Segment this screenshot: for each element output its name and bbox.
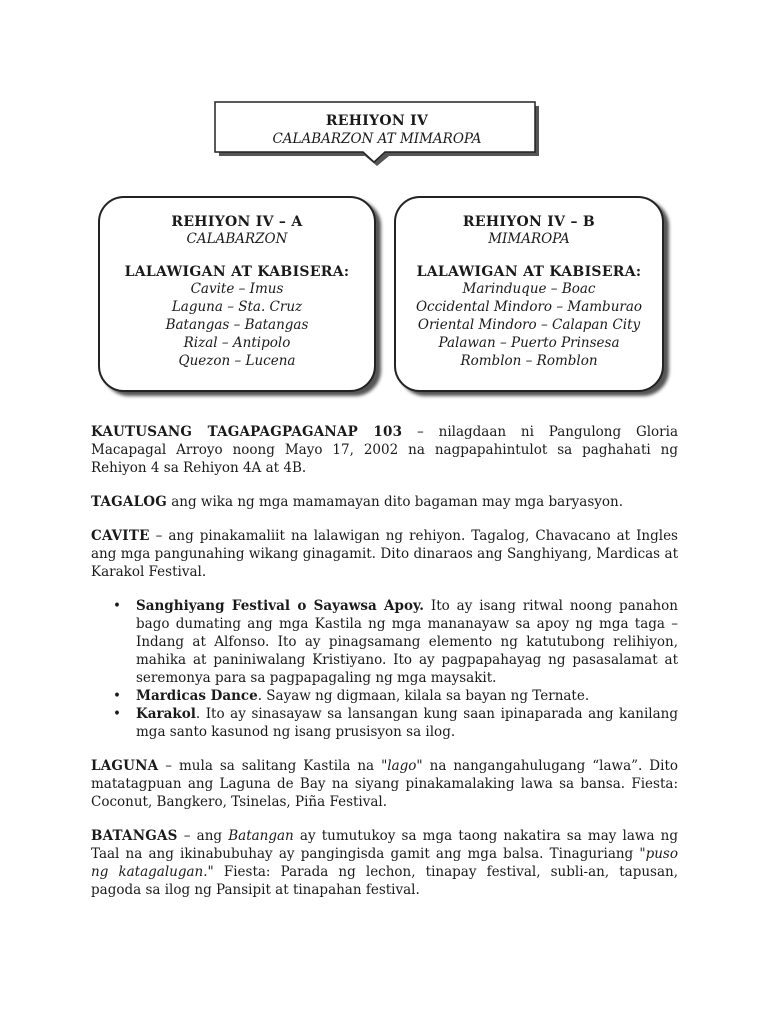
list-item bbox=[91, 597, 678, 687]
term-bold: Karakol bbox=[136, 706, 196, 722]
region-b-title: REHIYON IV – B bbox=[462, 214, 596, 230]
region-header-callout bbox=[214, 101, 540, 167]
paragraph-text: – nilagdaan ni Pangulong Gloria Macapagal Arroyo noong Mayo 17, 2002 na nagpapahintulot sa paghahati ng Rehiyon 4 sa Rehiyon 4A at 4B. bbox=[91, 424, 678, 476]
region-title: REHIYON IV bbox=[325, 113, 429, 129]
province-capital-item: Romblon – Romblon bbox=[460, 353, 598, 369]
province-capital-item: Quezon – Lucena bbox=[178, 353, 296, 369]
bullet-icon: • bbox=[113, 706, 121, 722]
italic-term: "puso ng katagalugan." bbox=[91, 846, 678, 880]
list-item bbox=[91, 705, 678, 741]
region-iv-a-box bbox=[98, 196, 376, 392]
paragraph-kautusan bbox=[91, 423, 678, 477]
paragraph-text: – ang bbox=[177, 828, 229, 844]
province-capital-item: Oriental Mindoro – Calapan City bbox=[417, 317, 641, 333]
term-bold: CAVITE bbox=[91, 528, 150, 544]
province-capital-item: Batangas – Batangas bbox=[165, 317, 309, 333]
term-bold: BATANGAS bbox=[91, 828, 178, 844]
region-a-title: REHIYON IV – A bbox=[171, 214, 303, 230]
italic-term: "lago" bbox=[381, 758, 423, 774]
document-body bbox=[91, 423, 678, 915]
paragraph-tagalog bbox=[91, 493, 678, 511]
paragraph-text: – ang pinakamaliit na lalawigan ng rehiyon. Tagalog, Chavacano at Ingles ang mga pangunahing wikang ginagamit. Dito dinaraos ang Sanghiyang, Mardicas at Karakol Festival. bbox=[91, 528, 678, 580]
term-bold: Mardicas Dance bbox=[136, 688, 258, 704]
paragraph-text: – mula sa salitang Kastila na bbox=[158, 758, 382, 774]
list-item bbox=[91, 687, 678, 705]
province-capital-item: Palawan – Puerto Prinsesa bbox=[438, 335, 620, 351]
bullet-icon: • bbox=[113, 688, 121, 704]
paragraph-text: na nangangahulugang “lawa”. Dito matatagpuan ang Laguna de Bay na siyang pinakamalaking lawa sa bansa. Fiesta: Coconut, Bangkero, Tsinelas, Piña Festival. bbox=[91, 758, 678, 810]
term-bold: KAUTUSANG TAGAPAGPAGANAP 103 bbox=[91, 424, 403, 440]
region-iv-b-box bbox=[394, 196, 664, 392]
province-capital-item: Laguna – Sta. Cruz bbox=[171, 299, 303, 315]
italic-term: Batangan bbox=[228, 828, 294, 844]
list-item-text: . Ito ay sinasayaw sa lansangan kung saan ipinaparada ang kanilang mga santo kasunod ng isang prusisyon sa ilog. bbox=[136, 706, 678, 740]
paragraph-cavite bbox=[91, 527, 678, 581]
term-bold: TAGALOG bbox=[91, 494, 167, 510]
paragraph-text: ang wika ng mga mamamayan dito bagaman may mga baryasyon. bbox=[166, 494, 624, 510]
paragraph-text: Fiesta: Parada ng lechon, tinapay festival, subli-an, tapusan, pagoda sa ilog ng Pansipit at tinapahan festival. bbox=[91, 864, 679, 898]
province-capital-item: Marinduque – Boac bbox=[462, 281, 596, 297]
list-item-text: . Sayaw ng digmaan, kilala sa bayan ng Ternate. bbox=[257, 688, 590, 704]
province-capital-item: Rizal – Antipolo bbox=[183, 335, 291, 351]
province-capital-item: Occidental Mindoro – Mamburao bbox=[415, 299, 643, 315]
paragraph-laguna bbox=[91, 757, 678, 811]
paragraph-batangas bbox=[91, 827, 678, 899]
region-a-subtitle: CALABARZON bbox=[186, 231, 288, 247]
list-item-text: Ito ay isang ritwal noong panahon bago dumating ang mga Kastila ng mga mananayaw sa apoy ng mga taga – Indang at Alfonso. Ito ay pinagsamang elemento ng katutubong relihiyon, mahika at paniniwalang Kristiyano. Ito ay pagpapahayag ng pasasalamat at seremonya para sa pagpapagaling ng mga maysakit. bbox=[136, 598, 679, 686]
term-bold: LAGUNA bbox=[91, 758, 159, 774]
region-b-heading: LALAWIGAN AT KABISERA: bbox=[416, 264, 642, 280]
term-bold: Sanghiyang Festival o Sayawsa Apoy. bbox=[136, 598, 424, 614]
region-b-subtitle: MIMAROPA bbox=[488, 231, 570, 247]
region-subtitle: CALABARZON AT MIMAROPA bbox=[272, 131, 482, 147]
bullet-icon: • bbox=[113, 598, 121, 614]
region-a-heading: LALAWIGAN AT KABISERA: bbox=[124, 264, 350, 280]
paragraph-text: ay tumutukoy sa mga taong nakatira sa may lawa ng Taal na ang ikinabubuhay ay pangingisda gamit ang mga balsa. Tinaguriang bbox=[91, 828, 678, 862]
festival-list bbox=[91, 597, 678, 741]
province-capital-item: Cavite – Imus bbox=[190, 281, 284, 297]
